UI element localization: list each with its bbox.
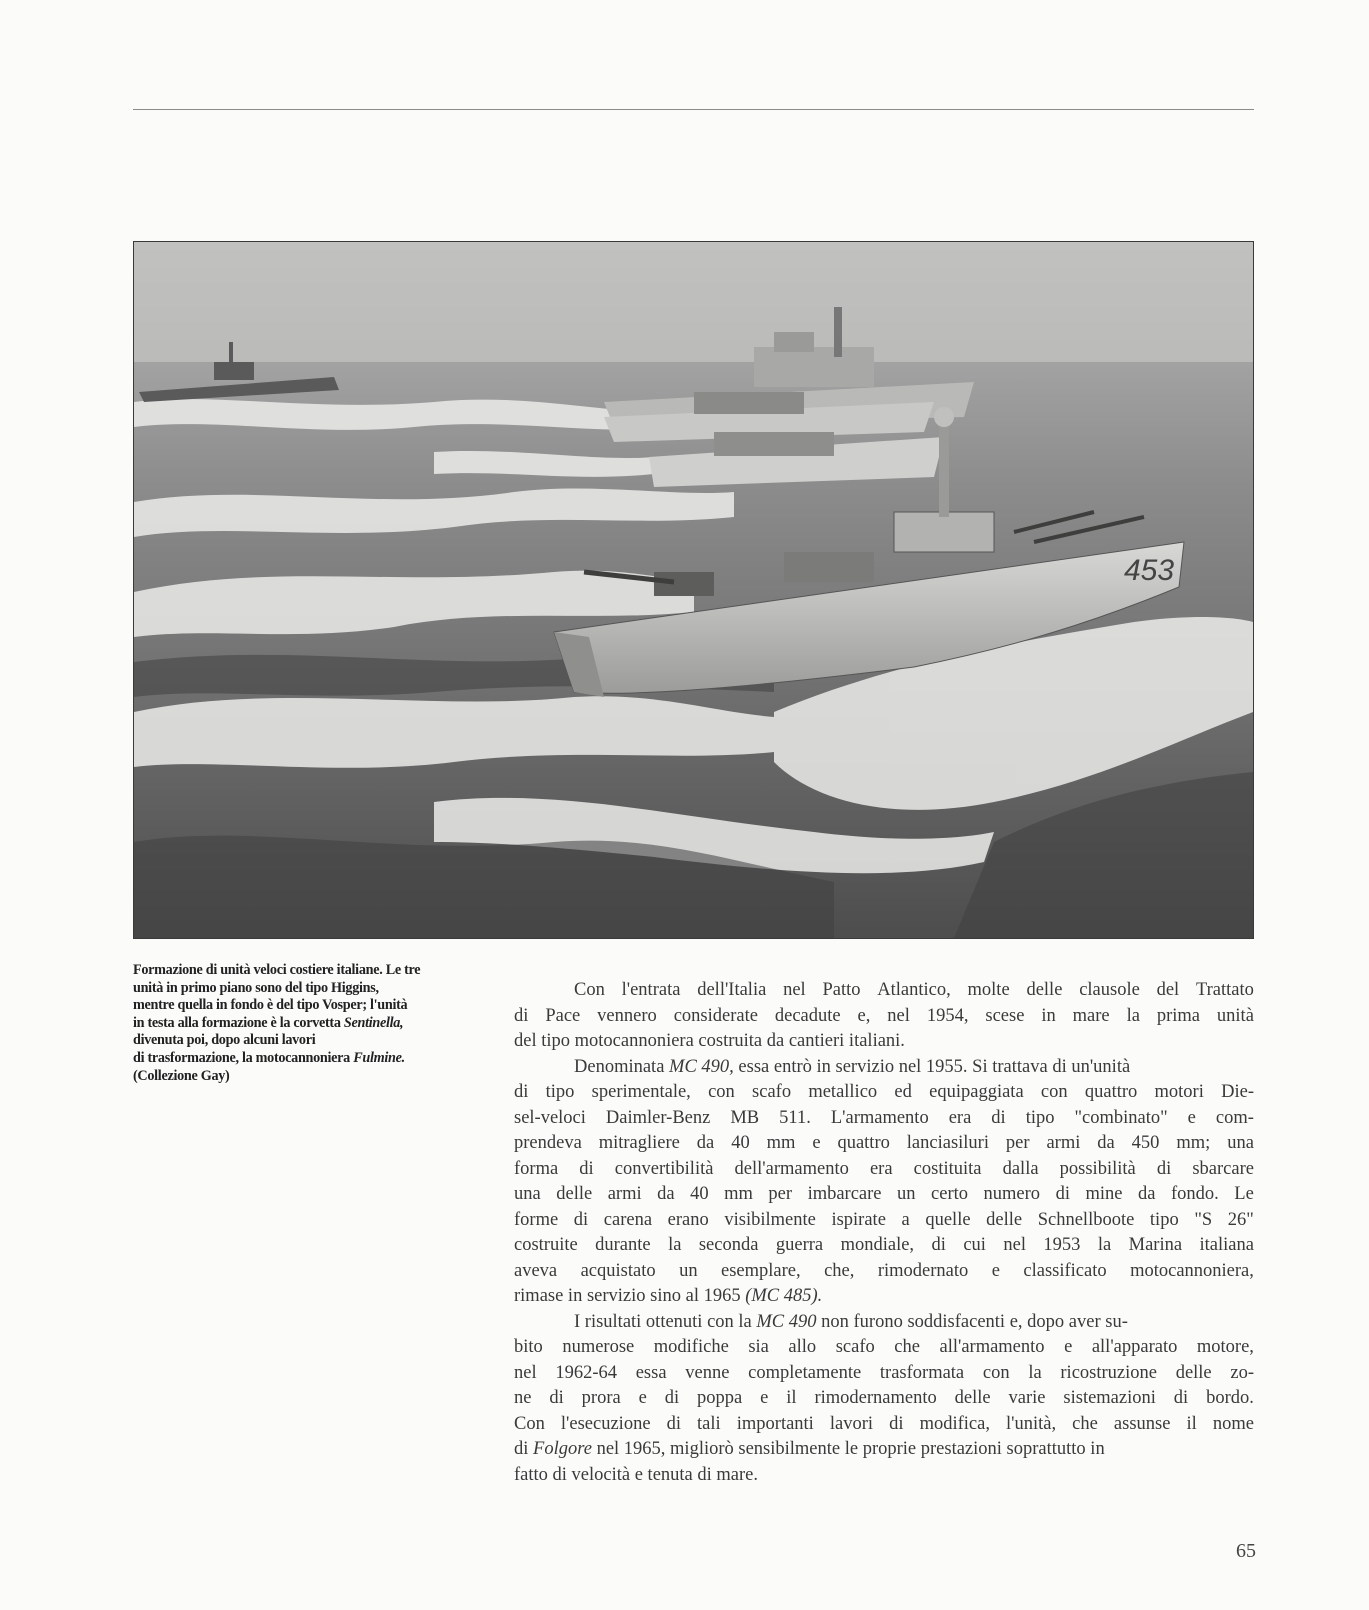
word: all'apparato	[1091, 1337, 1178, 1357]
word: in	[1041, 1005, 1056, 1026]
word: e	[760, 1388, 769, 1408]
word: del	[1156, 980, 1180, 1000]
word: venne	[685, 1362, 730, 1383]
word: di	[514, 1082, 529, 1102]
word: mare	[1072, 1005, 1110, 1026]
word: lanciasiluri	[906, 1133, 989, 1153]
word: Con	[574, 980, 605, 1000]
word: Trattato	[1195, 980, 1254, 1000]
word: imbarcare	[807, 1184, 882, 1204]
word: ispirate	[831, 1209, 886, 1230]
word: che	[894, 1337, 920, 1357]
word: Pace	[545, 1005, 581, 1026]
word: tali	[697, 1413, 721, 1434]
word: armi	[607, 1184, 642, 1204]
caption-line	[133, 1050, 489, 1068]
word: prima	[1156, 1005, 1200, 1026]
word: di	[573, 1209, 589, 1230]
word: cui	[963, 1235, 986, 1255]
word: sbarcare	[1192, 1158, 1254, 1179]
word: prora	[581, 1388, 621, 1408]
word: ed	[894, 1082, 912, 1102]
word: sistemazioni	[1063, 1388, 1156, 1408]
word: tipo	[1025, 1107, 1055, 1128]
word: visibilmente	[724, 1209, 816, 1230]
word: varie	[1008, 1388, 1046, 1408]
word: erano	[667, 1209, 709, 1230]
word: mm	[766, 1133, 796, 1153]
word: una	[1227, 1133, 1254, 1153]
word: classificato	[1023, 1260, 1107, 1281]
word: mm	[724, 1184, 753, 1204]
word: assunse	[1113, 1413, 1171, 1434]
caption-ship-name: Fulmine.	[353, 1049, 405, 1066]
word: modifiche	[653, 1337, 729, 1357]
word: nel	[887, 1005, 910, 1026]
text-line	[514, 1080, 1254, 1106]
word: la	[1097, 1235, 1112, 1255]
text-span: nel 1965, migliorò sensibilmente le proprie prestazioni soprattutto in	[591, 1439, 1105, 1459]
word: Die-	[1221, 1082, 1254, 1102]
word: l'entrata	[621, 980, 681, 1000]
text-line	[514, 1106, 1254, 1132]
caption-text: di trasformazione, la motocannoniera	[133, 1049, 354, 1066]
word: di	[549, 1388, 564, 1408]
word: Atlantico,	[877, 980, 951, 1000]
word: zo-	[1230, 1362, 1254, 1383]
word: italiana	[1199, 1235, 1254, 1255]
text-span: non furono soddisfacenti e, dopo aver su-	[816, 1311, 1128, 1332]
word: mine	[1085, 1184, 1123, 1204]
word: di	[889, 1413, 904, 1434]
word: e	[991, 1260, 1000, 1281]
word: 1954,	[926, 1005, 969, 1026]
word: un	[897, 1184, 916, 1204]
word: trasformata	[879, 1362, 965, 1383]
word: di	[931, 1235, 946, 1255]
word: delle	[1026, 980, 1063, 1000]
word: 26"	[1227, 1209, 1254, 1230]
word: mm;	[1176, 1133, 1211, 1153]
word: metallico	[808, 1082, 878, 1102]
top-rule	[133, 109, 1254, 110]
caption-ship-name: Sentinella,	[343, 1014, 404, 1031]
word: motore,	[1196, 1337, 1254, 1357]
word: Daimler-Benz	[605, 1107, 711, 1128]
word: bordo.	[1206, 1388, 1254, 1408]
word: numero	[983, 1184, 1041, 1204]
word: bito	[514, 1337, 543, 1357]
word: che	[1072, 1413, 1098, 1434]
word: esemplare,	[721, 1260, 801, 1281]
word: mondiale,	[840, 1235, 915, 1255]
word: per	[1005, 1133, 1030, 1153]
text-line	[514, 1437, 1254, 1463]
word: motocannoniera,	[1130, 1260, 1254, 1281]
word: dell'armamento	[734, 1158, 849, 1179]
word: quattro	[1084, 1082, 1138, 1102]
word: e,	[857, 1005, 871, 1026]
word: clausole	[1079, 980, 1140, 1000]
word: seconda	[698, 1235, 759, 1255]
word: L'armamento	[830, 1107, 929, 1128]
word: allo	[788, 1337, 817, 1357]
text-line	[514, 1004, 1254, 1030]
word: che,	[824, 1260, 855, 1281]
caption-line: divenuta poi, dopo alcuni lavori	[133, 1032, 316, 1049]
word: Le	[1234, 1184, 1254, 1204]
word: scafo	[752, 1082, 792, 1102]
word: carena	[603, 1209, 653, 1230]
word: nel	[514, 1362, 537, 1383]
text-line	[514, 1055, 1254, 1081]
word: per	[768, 1184, 793, 1204]
word: nel	[783, 980, 806, 1000]
word: unità	[1216, 1005, 1254, 1026]
word: 511.	[779, 1107, 811, 1128]
word: ricostruzione	[1060, 1362, 1157, 1383]
word: delle	[1175, 1362, 1212, 1383]
word: forme	[514, 1209, 559, 1230]
word: decadute	[774, 1005, 841, 1026]
word: nel	[1003, 1235, 1026, 1255]
caption-line: mentre quella in fondo è del tipo Vosper; l'unità	[133, 997, 408, 1014]
word: da	[1138, 1184, 1156, 1204]
word: la	[1126, 1005, 1140, 1026]
word: Con	[514, 1413, 545, 1434]
word: convertibilità	[614, 1158, 714, 1179]
text-span: I risultati ottenuti con la	[574, 1311, 757, 1332]
word: motori	[1154, 1082, 1204, 1102]
word: 1962-64	[555, 1362, 617, 1383]
word: dalla	[1002, 1158, 1039, 1179]
word: ne	[514, 1388, 532, 1408]
word: di	[579, 1158, 594, 1179]
word: il	[786, 1388, 797, 1408]
word: e	[812, 1133, 821, 1153]
word: e	[1064, 1337, 1073, 1357]
word: "combinato"	[1074, 1107, 1168, 1128]
text-line	[514, 1386, 1254, 1412]
word: Marina	[1128, 1235, 1183, 1255]
word: sia	[748, 1337, 769, 1357]
caption-credit: (Collezione Gay)	[133, 1067, 230, 1084]
word: fondo.	[1170, 1184, 1219, 1204]
text-line	[514, 1233, 1254, 1259]
text-span: Denominata	[574, 1056, 670, 1077]
word: e	[1187, 1107, 1196, 1128]
caption-line: unità in primo piano sono del tipo Higgins,	[133, 979, 379, 996]
text-span: essa entrò in servizio nel 1955. Si trattava di un'unità	[733, 1056, 1131, 1077]
word: sel-veloci	[514, 1107, 586, 1128]
text-line	[514, 978, 1254, 1004]
word: equipaggiata	[929, 1082, 1024, 1102]
word: da	[657, 1184, 675, 1204]
word: era	[869, 1158, 893, 1179]
text-span: di	[514, 1439, 534, 1459]
word: considerate	[673, 1005, 758, 1026]
word: di	[664, 1388, 680, 1408]
text-span: rimase in servizio sino al 1965	[514, 1286, 746, 1306]
word: delle	[986, 1209, 1023, 1230]
word: una	[514, 1184, 541, 1204]
word: poppa	[697, 1388, 743, 1408]
text-line	[514, 1131, 1254, 1157]
word: prendeva	[514, 1133, 582, 1153]
word: essa	[635, 1362, 667, 1383]
body-text	[514, 978, 1254, 1488]
word: numerose	[562, 1337, 635, 1357]
boats-photo	[133, 241, 1254, 939]
text-line	[514, 1284, 1254, 1310]
word: aveva	[514, 1260, 558, 1281]
word: importanti	[736, 1413, 814, 1434]
word: l'esecuzione	[560, 1413, 651, 1434]
text-line	[514, 1361, 1254, 1387]
word: a	[901, 1209, 910, 1230]
hull-number: 453	[1124, 554, 1175, 587]
word: un	[679, 1260, 698, 1281]
word: 40	[731, 1133, 750, 1153]
word: tipo	[545, 1082, 575, 1102]
text-line: fatto di velocità e tenuta di mare.	[514, 1464, 758, 1485]
word: con	[1040, 1082, 1068, 1102]
text-line	[514, 1208, 1254, 1234]
word: 450	[1131, 1133, 1160, 1153]
word: 1953	[1043, 1235, 1081, 1255]
word: di	[666, 1413, 681, 1434]
word: mitragliere	[598, 1133, 680, 1153]
word: possibilità	[1059, 1158, 1136, 1179]
word: certo	[931, 1184, 969, 1204]
word: MB	[730, 1107, 760, 1128]
word: guerra	[775, 1235, 824, 1255]
text-line	[514, 1182, 1254, 1208]
vessel-name: MC 490,	[669, 1056, 734, 1077]
word: delle	[954, 1388, 991, 1408]
word: "S	[1194, 1209, 1213, 1230]
photo-caption	[133, 962, 489, 1085]
vessel-name: (MC 485).	[745, 1286, 823, 1306]
word: costituita	[913, 1158, 982, 1179]
word: rimodernamento	[814, 1388, 937, 1408]
word: il	[1186, 1413, 1197, 1434]
word: modifica,	[919, 1413, 990, 1434]
text-line	[514, 1157, 1254, 1183]
caption-text: in testa alla formazione è la corvetta	[133, 1014, 344, 1031]
word: vennero	[597, 1005, 657, 1026]
word: di	[1156, 1158, 1172, 1179]
word: armi	[1046, 1133, 1081, 1153]
word: con	[982, 1362, 1010, 1383]
word: di	[1055, 1184, 1070, 1204]
word: di	[1173, 1388, 1189, 1408]
word: tipo	[1149, 1209, 1179, 1230]
word: la	[1028, 1362, 1042, 1383]
word: dell'Italia	[697, 980, 767, 1000]
word: scese	[985, 1005, 1025, 1026]
word: 40	[690, 1184, 709, 1204]
text-line: del tipo motocannoniera costruita da cantieri italiani.	[514, 1031, 905, 1051]
word: lavori	[829, 1413, 874, 1434]
caption-line	[133, 1015, 489, 1033]
word: molte	[967, 980, 1010, 1000]
word: da	[696, 1133, 715, 1153]
text-line	[514, 1259, 1254, 1285]
word: l'unità,	[1006, 1413, 1057, 1434]
word: forma	[514, 1158, 559, 1179]
word: completamente	[748, 1362, 862, 1383]
vessel-name: Folgore	[533, 1439, 592, 1459]
word: di	[991, 1107, 1006, 1128]
word: delle	[556, 1184, 593, 1204]
word: acquistato	[580, 1260, 656, 1281]
word: era	[948, 1107, 972, 1128]
word: la	[668, 1235, 682, 1255]
word: costruite	[514, 1235, 578, 1255]
word: nome	[1212, 1413, 1254, 1434]
word: quattro	[837, 1133, 890, 1153]
caption-line: Formazione di unità veloci costiere italiane. Le tre	[133, 962, 421, 978]
word: da	[1097, 1133, 1115, 1153]
page-number: 65	[1236, 1540, 1256, 1562]
word: Patto	[822, 980, 861, 1000]
word: all'armamento	[939, 1337, 1045, 1357]
word: Schnellboote	[1037, 1209, 1135, 1230]
text-line	[514, 1412, 1254, 1438]
word: di	[514, 1005, 529, 1026]
word: quelle	[925, 1209, 971, 1230]
word: con	[708, 1082, 735, 1102]
word: sperimentale,	[591, 1082, 691, 1102]
word: e	[638, 1388, 647, 1408]
text-line	[514, 1335, 1254, 1361]
vessel-name: MC 490	[756, 1311, 817, 1332]
word: scafo	[835, 1337, 875, 1357]
text-line	[514, 1310, 1254, 1336]
word: com-	[1215, 1107, 1254, 1128]
word: durante	[595, 1235, 651, 1255]
word: rimodernato	[877, 1260, 969, 1281]
